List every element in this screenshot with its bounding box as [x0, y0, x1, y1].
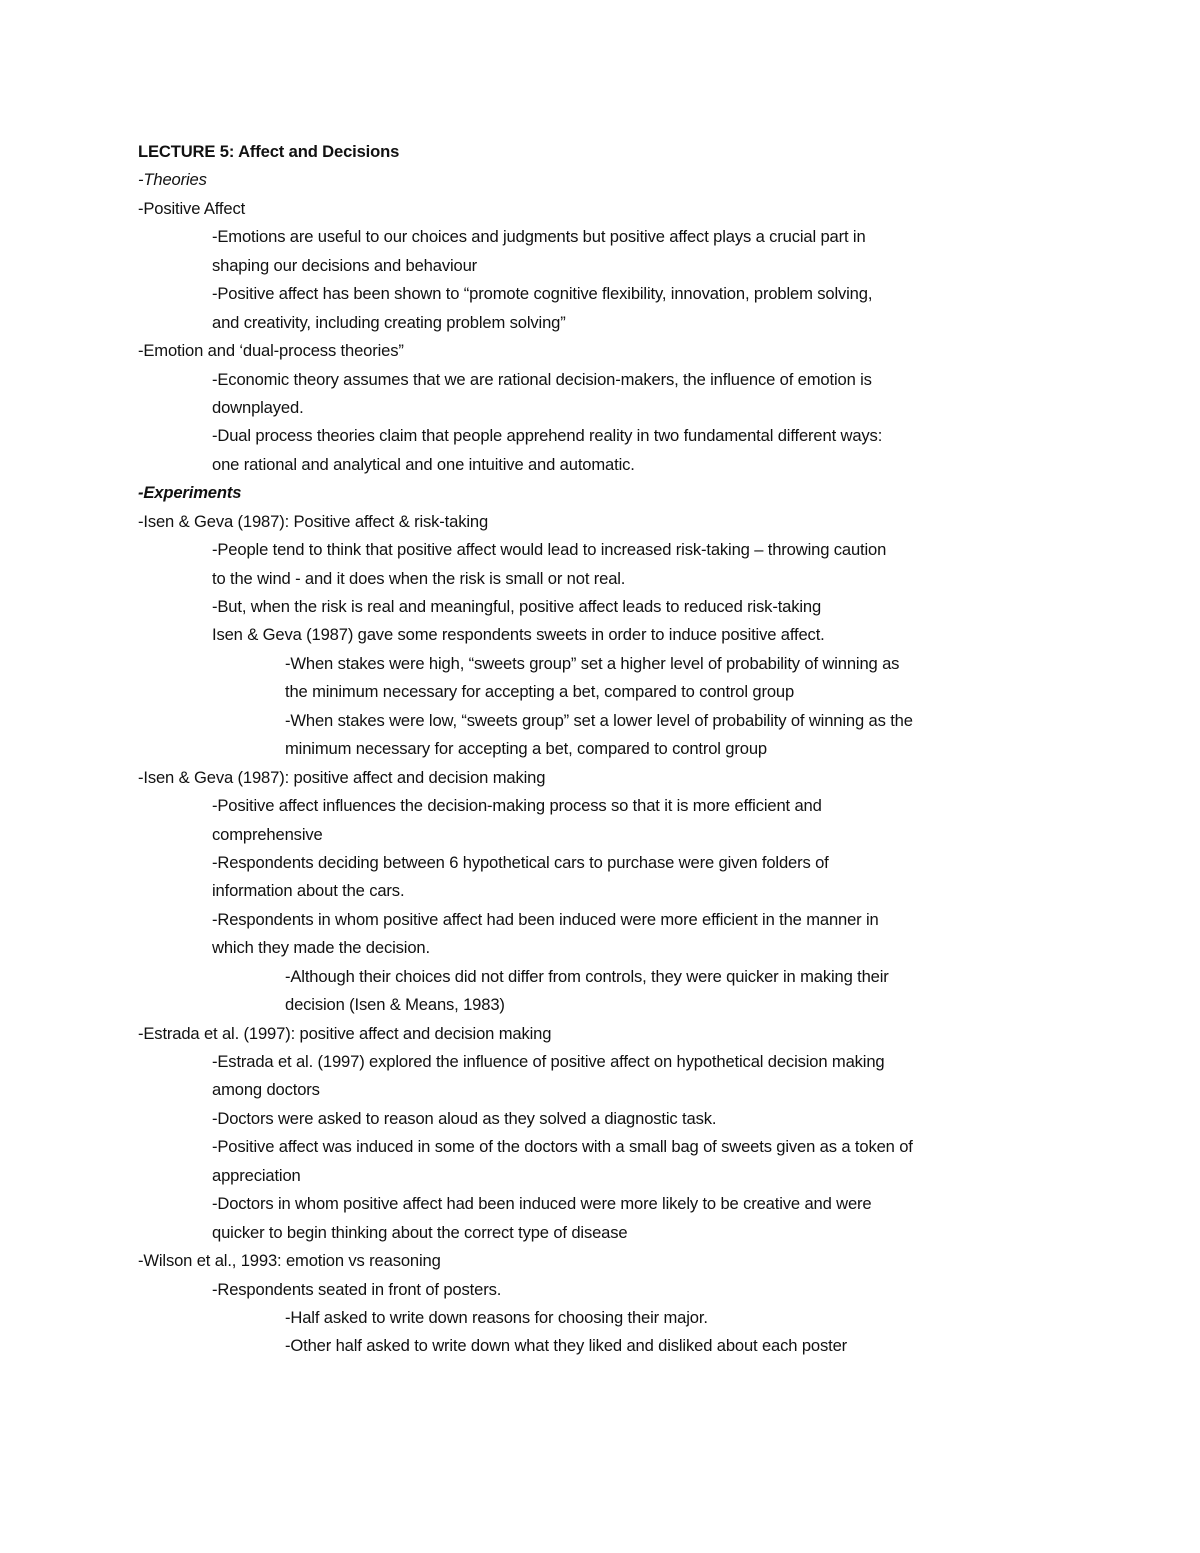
bullet-text: and creativity, including creating problem solving”: [212, 312, 566, 332]
topic-heading: -Positive Affect: [138, 198, 246, 218]
bullet-text: -Positive affect has been shown to “promote cognitive flexibility, innovation, problem solving,: [212, 284, 873, 304]
bullet-text: -Doctors in whom positive affect had been induced were more likely to be creative and were: [212, 1194, 872, 1214]
sub-bullet-text: -When stakes were low, “sweets group” set a lower level of probability of winning as the: [285, 710, 913, 730]
bullet-text: comprehensive: [212, 824, 323, 844]
bullet-text: -Respondents in whom positive affect had been induced were more efficient in the manner in: [212, 909, 879, 929]
sub-bullet-text: -Other half asked to write down what they liked and disliked about each poster: [285, 1336, 848, 1356]
bullet-text: -Economic theory assumes that we are rational decision-makers, the influence of emotion is: [212, 369, 872, 389]
bullet-text: -Positive affect influences the decision-making process so that it is more efficient and: [212, 796, 822, 816]
sub-bullet-text: decision (Isen & Means, 1983): [285, 995, 505, 1015]
sub-bullet-text: -Although their choices did not differ from controls, they were quicker in making their: [285, 966, 889, 986]
bullet-text: downplayed.: [212, 397, 304, 417]
topic-heading: -Estrada et al. (1997): positive affect and decision making: [138, 1023, 552, 1043]
bullet-text: which they made the decision.: [212, 938, 430, 958]
sub-bullet-text: the minimum necessary for accepting a bet, compared to control group: [285, 682, 795, 702]
bullet-text: Isen & Geva (1987) gave some respondents sweets in order to induce positive affect.: [212, 625, 825, 645]
bullet-text: -But, when the risk is real and meaningful, positive affect leads to reduced risk-taking: [212, 597, 822, 616]
bullet-text: -Dual process theories claim that people apprehend reality in two fundamental different ways:: [212, 426, 883, 446]
section-heading-experiments: -Experiments: [138, 483, 242, 503]
bullet-text: among doctors: [212, 1080, 320, 1100]
document-page: [138, 138, 1098, 1361]
topic-heading: -Wilson et al., 1993: emotion vs reasoning: [138, 1251, 441, 1271]
bullet-text: -Positive affect was induced in some of the doctors with a small bag of sweets given as a token of: [212, 1137, 913, 1157]
bullet-text: information about the cars.: [212, 881, 405, 901]
bullet-text: shaping our decisions and behaviour: [212, 255, 478, 275]
bullet-text: appreciation: [212, 1165, 301, 1185]
bullet-text: -Respondents seated in front of posters.: [212, 1279, 502, 1299]
bullet-text: to the wind - and it does when the risk is small or not real.: [212, 568, 626, 588]
bullet-text: -Emotions are useful to our choices and judgments but positive affect plays a crucial part in: [212, 227, 866, 247]
document-title: LECTURE 5: Affect and Decisions: [138, 142, 400, 161]
topic-heading: -Isen & Geva (1987): Positive affect & risk-taking: [138, 511, 489, 531]
sub-bullet-text: minimum necessary for accepting a bet, compared to control group: [285, 739, 767, 759]
bullet-text: -Doctors were asked to reason aloud as they solved a diagnostic task.: [212, 1108, 717, 1128]
bullet-text: -Respondents deciding between 6 hypothetical cars to purchase were given folders of: [212, 852, 829, 872]
sub-bullet-text: -When stakes were high, “sweets group” set a higher level of probability of winning as: [285, 653, 900, 673]
bullet-text: one rational and analytical and one intuitive and automatic.: [212, 454, 635, 474]
section-heading-theories: -Theories: [138, 170, 207, 190]
bullet-text: -Estrada et al. (1997) explored the influence of positive affect on hypothetical decision making: [212, 1052, 885, 1071]
sub-bullet-text: -Half asked to write down reasons for choosing their major.: [285, 1307, 708, 1327]
topic-heading: -Emotion and ‘dual-process theories”: [138, 341, 404, 361]
topic-heading: -Isen & Geva (1987): positive affect and decision making: [138, 767, 546, 787]
bullet-text: quicker to begin thinking about the correct type of disease: [212, 1222, 628, 1242]
bullet-text: -People tend to think that positive affect would lead to increased risk-taking – throwing caution: [212, 540, 887, 560]
